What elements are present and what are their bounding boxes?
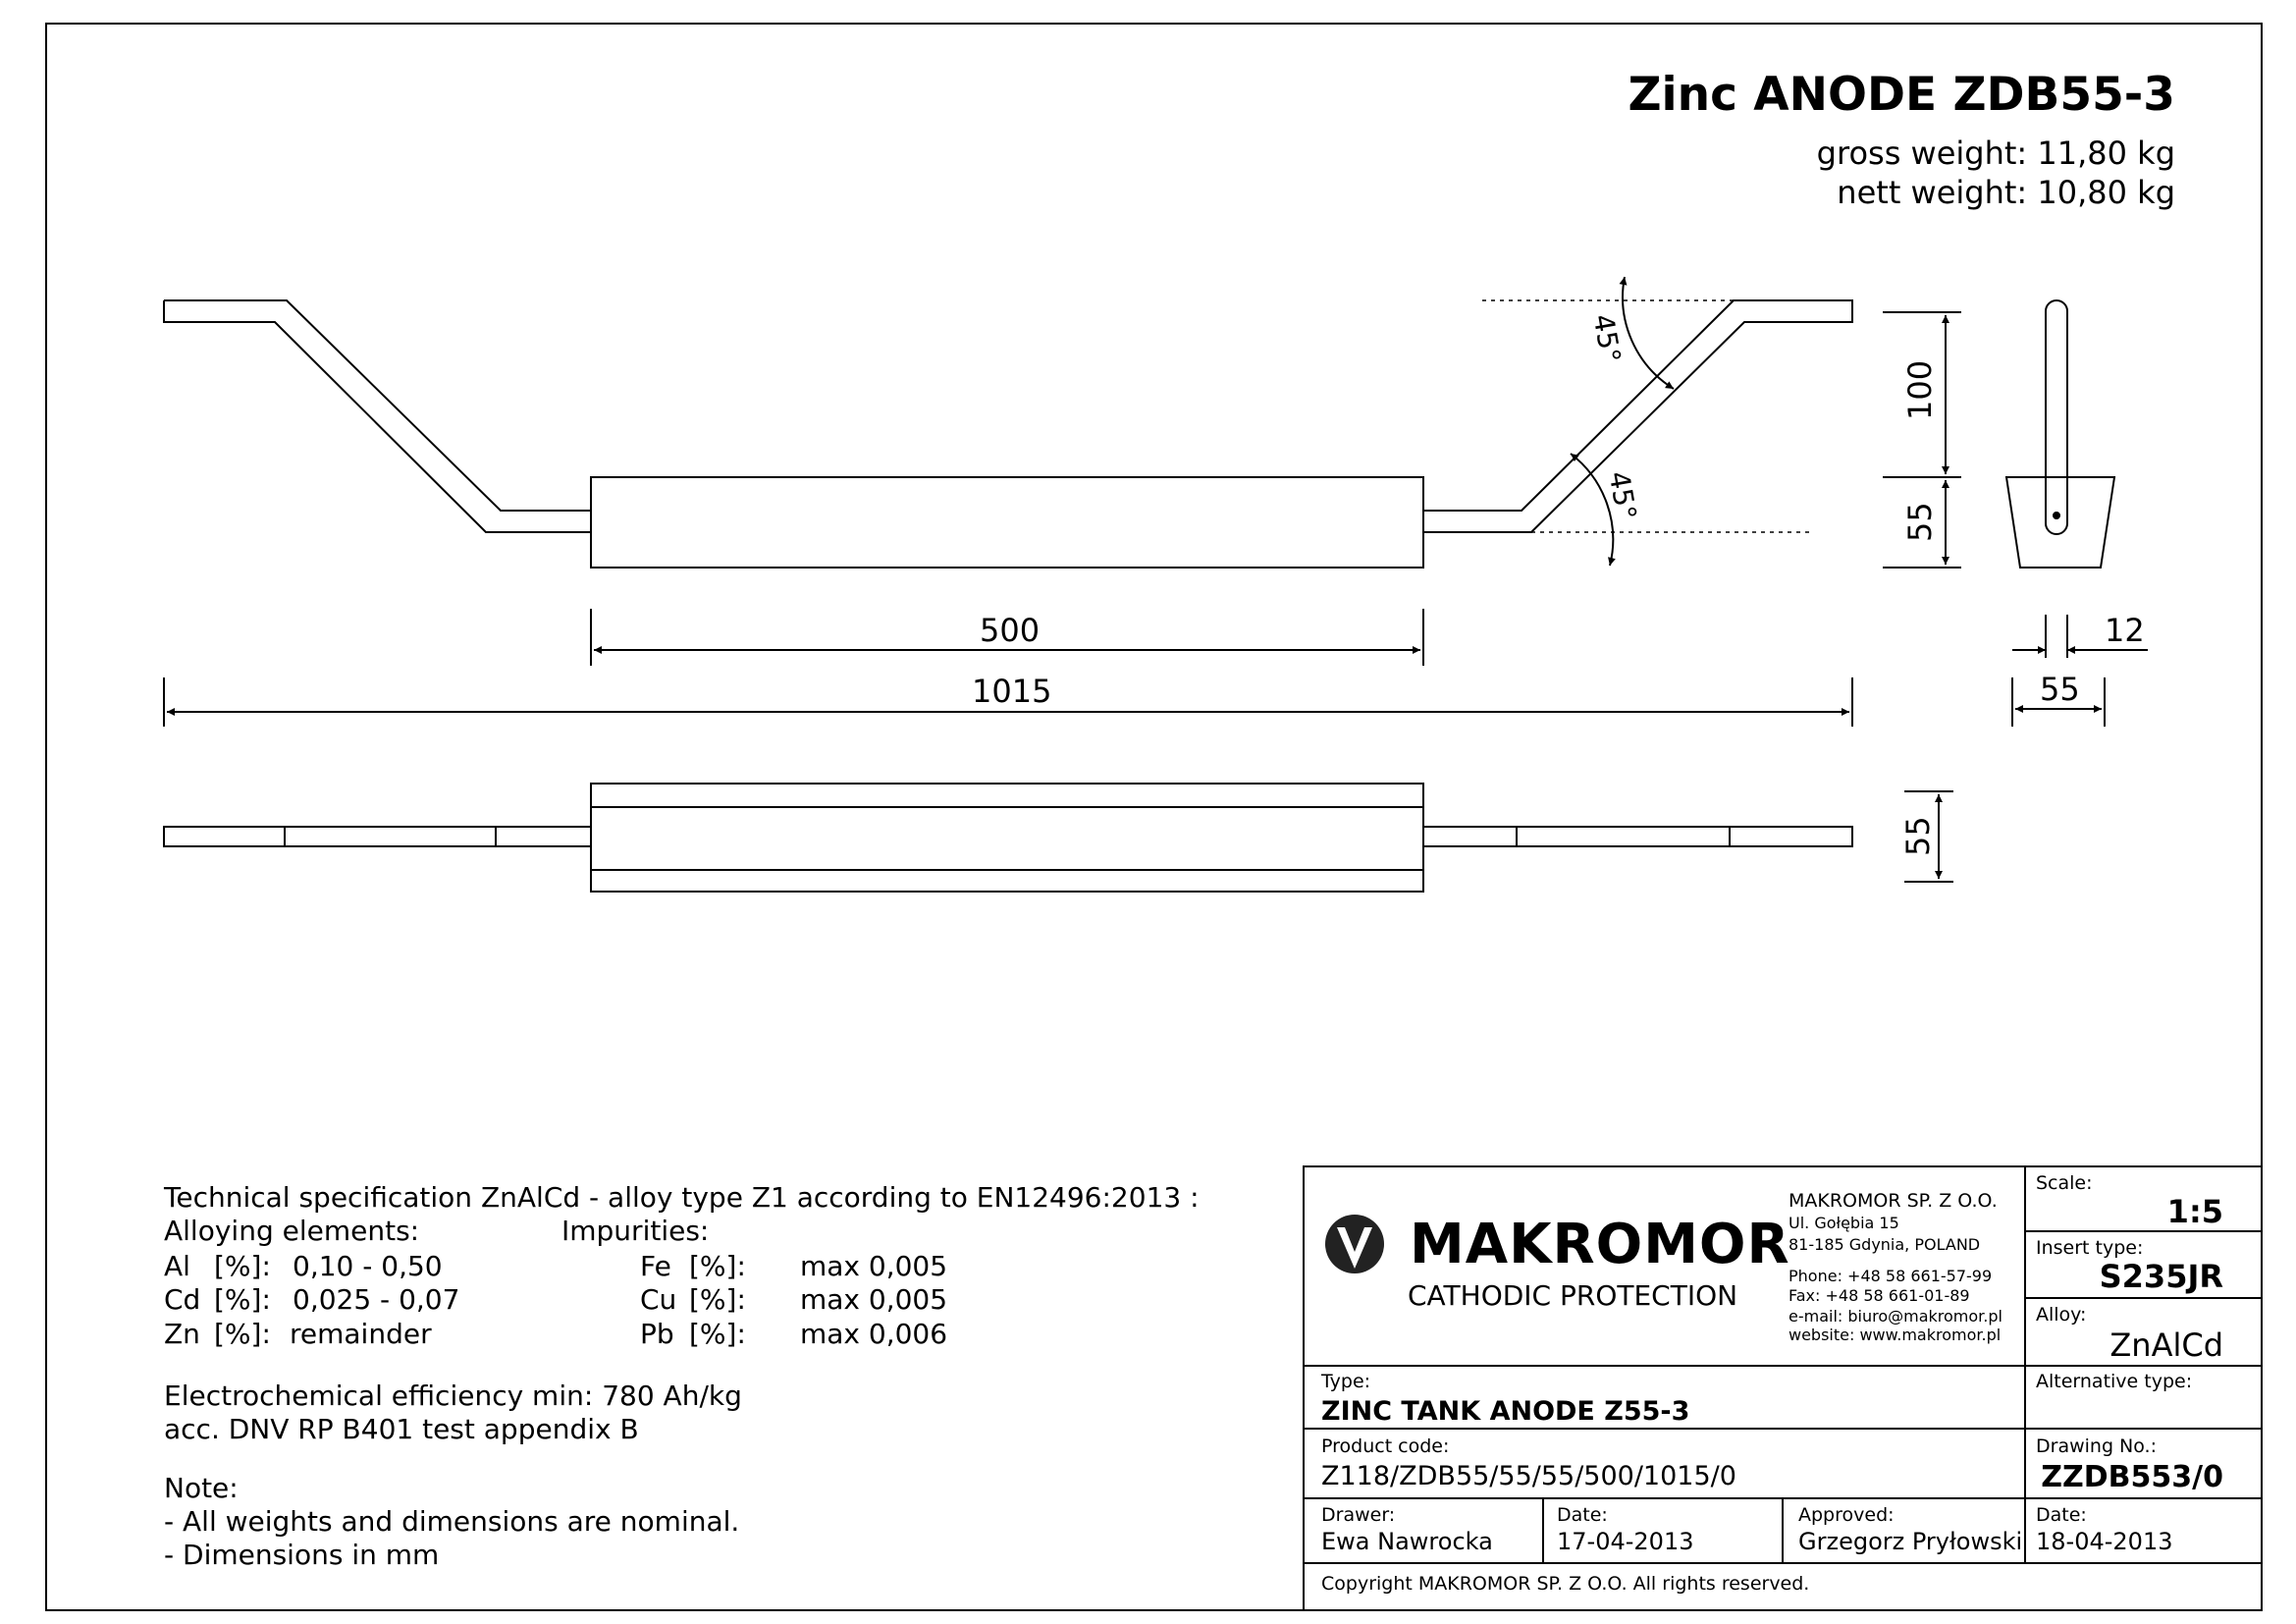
alloy-unit: [%]: xyxy=(214,1318,271,1350)
alloy-label: Alloy: xyxy=(2036,1304,2087,1326)
angle-label-upper: 45° xyxy=(1586,311,1628,366)
note-label: Note: xyxy=(164,1472,239,1504)
scale-label: Scale: xyxy=(2036,1172,2093,1194)
plan-body xyxy=(591,784,1423,892)
drawer-label: Drawer: xyxy=(1321,1504,1396,1526)
alloy-value: 0,10 - 0,50 xyxy=(293,1250,443,1282)
drawing-no-label: Drawing No.: xyxy=(2036,1435,2157,1457)
impurity-el: Cu xyxy=(640,1283,677,1316)
impurity-el: Pb xyxy=(640,1318,674,1350)
date-value: 18-04-2013 xyxy=(2036,1528,2173,1555)
impurities-label: Impurities: xyxy=(561,1215,710,1247)
dim-label-12: 12 xyxy=(2105,612,2145,649)
impurity-unit: [%]: xyxy=(689,1283,746,1316)
product-code-label: Product code: xyxy=(1321,1435,1450,1457)
alloy-el: Cd xyxy=(164,1283,201,1316)
brand-name: MAKROMOR xyxy=(1410,1213,1790,1276)
company-name: MAKROMOR SP. Z O.O. xyxy=(1789,1190,1998,1212)
brand-subtitle: CATHODIC PROTECTION xyxy=(1408,1279,1738,1312)
alloy-el: Al xyxy=(164,1250,190,1282)
alloying-label: Alloying elements: xyxy=(164,1215,420,1247)
alloy-el: Zn xyxy=(164,1318,200,1350)
drawing-no-value: ZZDB553/0 xyxy=(2041,1460,2223,1494)
plan-right-bar xyxy=(1423,827,1852,846)
alloy-unit: [%]: xyxy=(214,1250,271,1282)
impurity-unit: [%]: xyxy=(689,1318,746,1350)
drawing-title: Zinc ANODE ZDB55-3 xyxy=(1628,68,2175,122)
impurity-unit: [%]: xyxy=(689,1250,746,1282)
impurity-value: max 0,005 xyxy=(800,1250,948,1282)
angle-arc-lower xyxy=(1571,454,1613,566)
note-line: - All weights and dimensions are nominal. xyxy=(164,1505,740,1538)
impurity-value: max 0,006 xyxy=(800,1318,948,1350)
type-label: Type: xyxy=(1321,1371,1371,1392)
alloy-value: 0,025 - 0,07 xyxy=(293,1283,460,1316)
date-label: Date: xyxy=(1557,1504,1608,1526)
company-street: Ul. Gołębia 15 xyxy=(1789,1214,1899,1232)
dim-label-55-width: 55 xyxy=(2040,671,2080,708)
scale-value: 1:5 xyxy=(2166,1193,2223,1230)
dim-label-55-top: 55 xyxy=(1901,502,1939,542)
type-value: ZINC TANK ANODE Z55-3 xyxy=(1321,1396,1690,1427)
company-website: website: www.makromor.pl xyxy=(1789,1326,2002,1344)
insert-type-value: S235JR xyxy=(2099,1258,2223,1295)
dim-label-100: 100 xyxy=(1901,359,1939,420)
note-line: - Dimensions in mm xyxy=(164,1539,440,1571)
efficiency-standard: acc. DNV RP B401 test appendix B xyxy=(164,1413,639,1445)
product-code-value: Z118/ZDB55/55/55/500/1015/0 xyxy=(1321,1461,1736,1491)
dim-label-500: 500 xyxy=(980,612,1041,649)
side-body-trapezoid xyxy=(2006,477,2114,568)
nett-weight: nett weight: 10,80 kg xyxy=(1837,174,2175,211)
company-phone: Phone: +48 58 661-57-99 xyxy=(1789,1267,1993,1285)
alloy-value: remainder xyxy=(290,1318,432,1350)
drawer-value: Ewa Nawrocka xyxy=(1321,1528,1493,1555)
plan-left-bar xyxy=(164,827,591,846)
date-label: Date: xyxy=(2036,1504,2087,1526)
approved-value: Grzegorz Pryłowski xyxy=(1798,1528,2023,1555)
dim-label-55-bottom: 55 xyxy=(1899,816,1937,856)
angle-label-lower: 45° xyxy=(1602,468,1643,523)
company-fax: Fax: +48 58 661-01-89 xyxy=(1789,1286,1970,1305)
impurity-el: Fe xyxy=(640,1250,671,1282)
alloy-value: ZnAlCd xyxy=(2109,1326,2223,1364)
alternative-type-label: Alternative type: xyxy=(2036,1371,2193,1392)
side-insert-rod xyxy=(2046,300,2067,534)
company-email: e-mail: biuro@makromor.pl xyxy=(1789,1307,2002,1326)
gross-weight: gross weight: 11,80 kg xyxy=(1816,135,2175,172)
angle-arc-upper xyxy=(1623,277,1674,389)
company-city: 81-185 Gdynia, POLAND xyxy=(1789,1235,1981,1254)
insert-type-label: Insert type: xyxy=(2036,1237,2144,1259)
makromor-logo-icon xyxy=(1325,1215,1384,1273)
spec-heading: Technical specification ZnAlCd - alloy type Z1 according to EN12496:2013 : xyxy=(164,1181,1200,1214)
alloy-unit: [%]: xyxy=(214,1283,271,1316)
impurity-value: max 0,005 xyxy=(800,1283,948,1316)
left-insert-bar xyxy=(164,300,591,532)
side-view xyxy=(2006,300,2114,568)
plan-view xyxy=(164,784,1852,892)
date-value: 17-04-2013 xyxy=(1557,1528,1694,1555)
approved-label: Approved: xyxy=(1798,1504,1895,1526)
anode-body xyxy=(591,477,1423,568)
efficiency-line: Electrochemical efficiency min: 780 Ah/kg xyxy=(164,1380,742,1412)
copyright-notice: Copyright MAKROMOR SP. Z O.O. All rights reserved. xyxy=(1321,1573,1810,1595)
dim-label-1015: 1015 xyxy=(972,673,1052,710)
